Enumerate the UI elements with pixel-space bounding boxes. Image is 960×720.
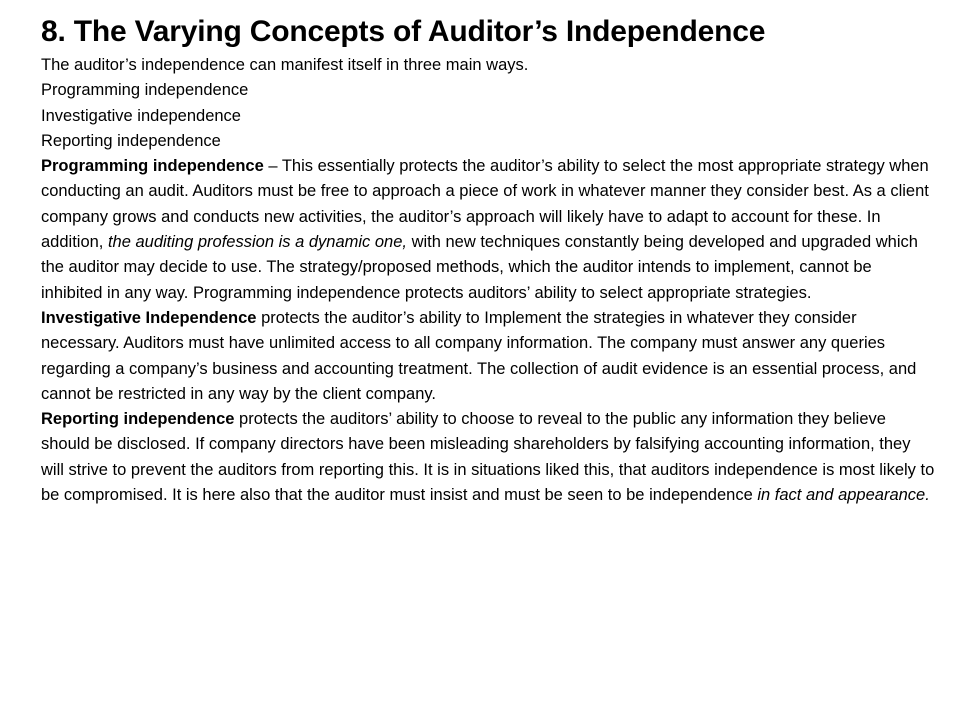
programming-text-2: with new techniques constantly being developed and upgraded which the auditor may decide to use. The strategy/proposed methods, which the auditor intends to implement, cannot be inhibited in any way. Programming independence protects auditors’ ability to select appropriate strategies. [41, 233, 918, 302]
programming-term: Programming independence [41, 157, 264, 176]
reporting-paragraph [41, 407, 936, 508]
programming-paragraph [41, 154, 936, 306]
list-item-programming: Programming independence [41, 81, 249, 100]
investigative-paragraph [41, 306, 936, 407]
slide-title: 8. The Varying Concepts of Auditor’s Independence [41, 15, 766, 48]
programming-text-1: – This essentially protects the auditor’s ability to select the most appropriate strategy when conducting an audit. Auditors must be free to approach a piece of work in whatever manner they consider best. As a client company grows and conducts new activities, the auditor’s approach will likely have to adapt to account for these. In addition, [41, 157, 929, 252]
list-item-reporting: Reporting independence [41, 131, 221, 150]
slide-content [41, 12, 936, 508]
investigative-text: protects the auditor’s ability to Implement the strategies in whatever they consider necessary. Auditors must have unlimited access to all company information. The company must answer any queries regarding a company’s business and accounting treatment. The collection of audit evidence is an essential process, and cannot be restricted in any way by the client company. [41, 308, 917, 403]
list-item-investigative: Investigative independence [41, 106, 241, 125]
reporting-term: Reporting independence [41, 410, 235, 429]
intro-text: The auditor’s independence can manifest itself in three main ways. [41, 56, 529, 74]
investigative-term: Investigative Independence [41, 308, 257, 327]
reporting-emphasis: in fact and appearance. [757, 486, 930, 505]
programming-emphasis: the auditing profession is a dynamic one, [107, 233, 407, 252]
slide-body [41, 53, 936, 508]
reporting-text: protects the auditors’ ability to choose to reveal to the public any information they believe should be disclosed. If company directors have been misleading shareholders by falsifying accounting information, they will strive to prevent the auditors from reporting this. It is in situations liked this, that auditors independence is most likely to be compromised. It is here also that the auditor must insist and must be seen to be independence [41, 410, 935, 505]
